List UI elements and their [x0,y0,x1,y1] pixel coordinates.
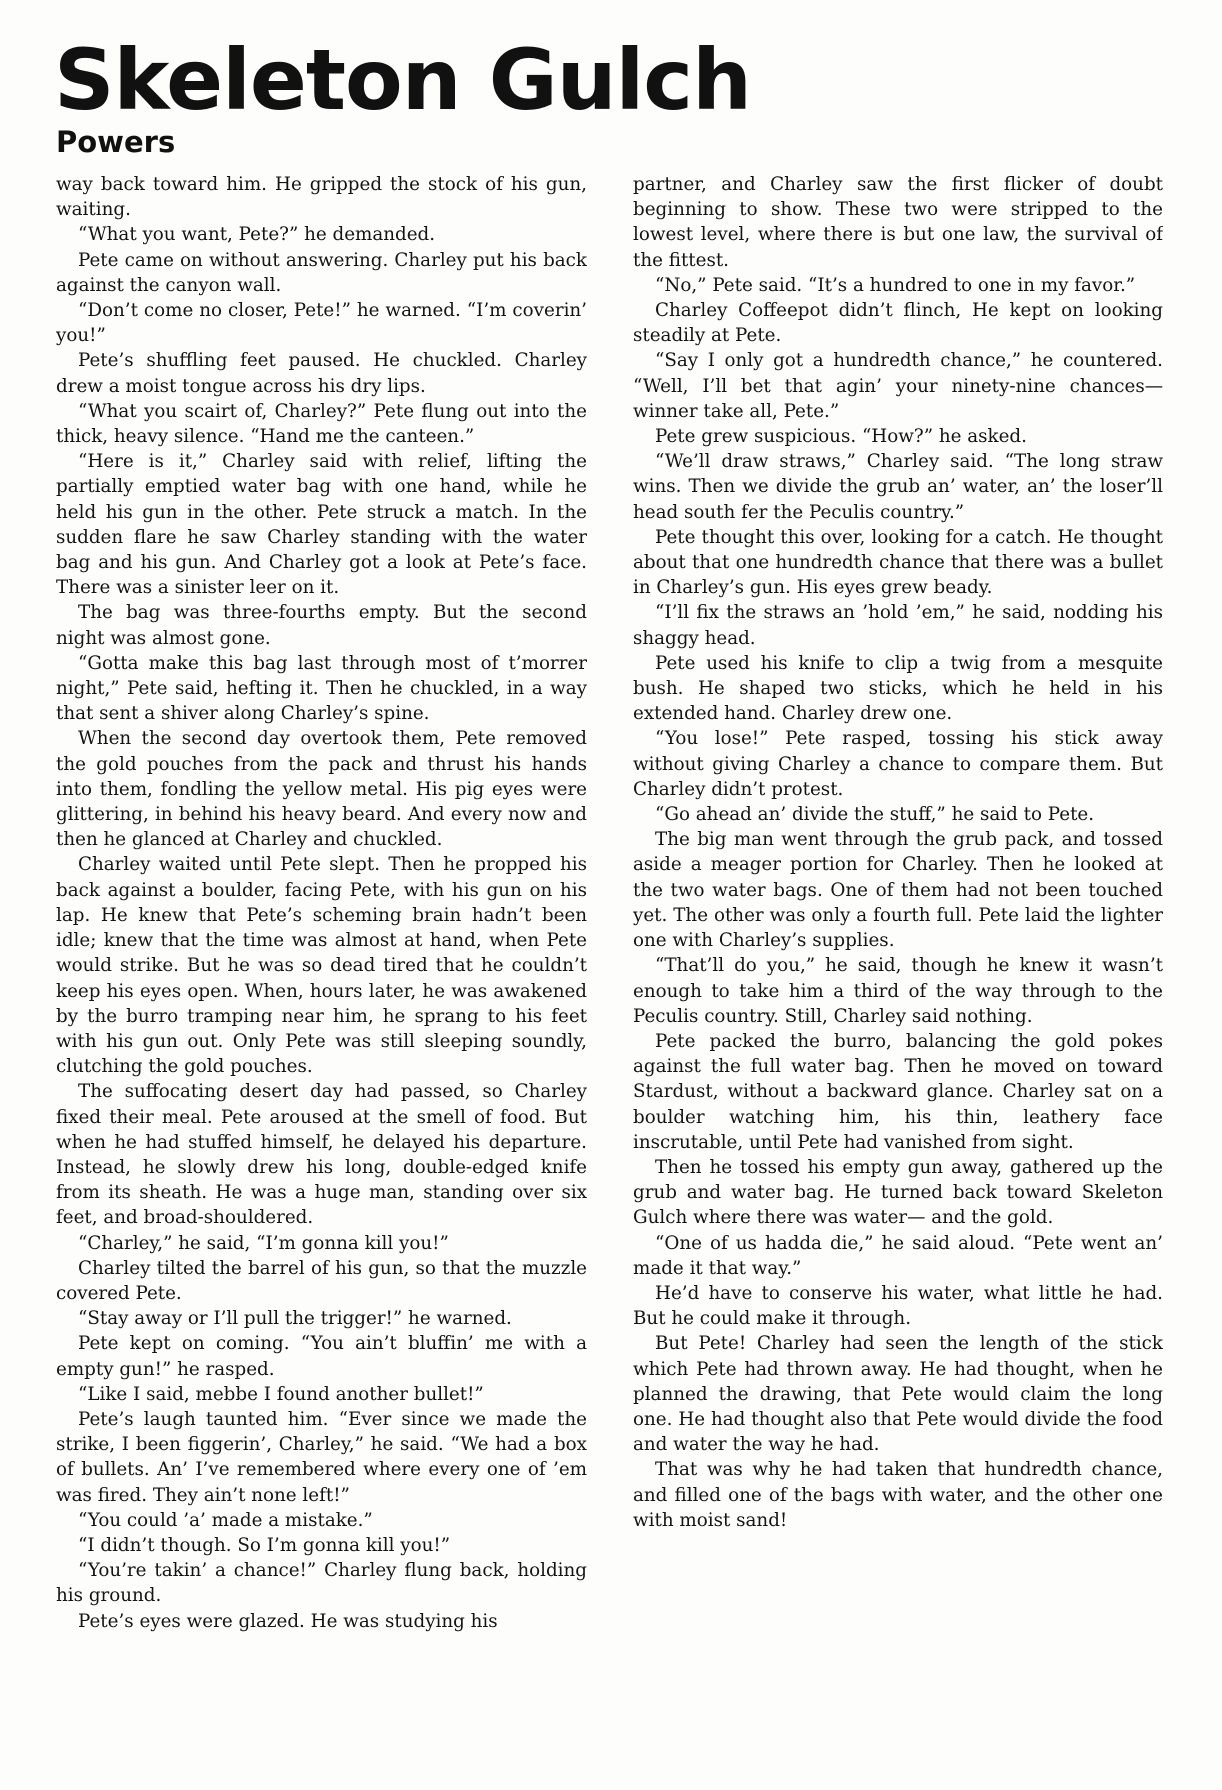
paragraph: The suffocating desert day had passed, so Charley fixed their meal. Pete aroused at the smell of food. But when he had stuffed himself, he delayed his departure. Instead, he slowly drew his long, double-edged knife from its sheath. He was a huge man, standing over six feet, and broad-shouldered. [56,1081,587,1229]
paragraph: “You lose!” Pete rasped, tossing his stick away without giving Charley a chance to compare them. But Charley didn’t protest. [633,728,1163,800]
paragraph: “One of us hadda die,” he said aloud. “Pete went an’ made it that way.” [633,1232,1163,1279]
paragraph: Charley waited until Pete slept. Then he propped his back against a boulder, facing Pete, with his gun on his lap. He knew that Pete’s scheming brain hadn’t been idle; knew that the time was almost at hand, when Pete would strike. But he was so dead tired that he couldn’t keep his eyes open. When, hours later, he was awakened by the burro tramping near him, he sprang to his feet with his gun out. Only Pete was still sleeping soundly, clutching the gold pouches. [56,854,587,1078]
paragraph: He’d have to conserve his water, what little he had. But he could make it through. [633,1282,1163,1330]
story-title: Skeleton Gulch [54,31,751,129]
paragraph: “Charley,” he said, “I’m gonna kill you!” [78,1232,449,1254]
paragraph: “Like I said, mebbe I found another bullet!” [78,1383,484,1405]
paragraph: Pete came on without answering. Charley put his back against the canyon wall. [56,249,587,296]
paragraph: “Say I only got a hundredth chance,” he countered. “Well, I’ll bet that agin’ your ninety-nine chances— winner take all, Pete.” [633,350,1163,422]
paragraph: “I’ll fix the straws an ’hold ’em,” he said, nodding his shaggy head. [633,602,1163,649]
paragraph: “What you want, Pete?” he demanded. [78,224,436,246]
left-text-column [56,172,587,1762]
paragraph: Pete kept on coming. “You ain’t bluffin’ me with a empty gun!” he rasped. [56,1333,587,1380]
paragraph: “Gotta make this bag last through most of t’morrer night,” Pete said, hefting it. Then he chuckled, in a way that sent a shiver along Charley’s spine. [56,652,587,725]
paragraph: “What you scairt of, Charley?” Pete flung out into the thick, heavy silence. “Hand me the canteen.” [56,400,587,448]
paragraph: But Pete! Charley had seen the length of the stick which Pete had thrown away. He had thought, when he planned the drawing, that Pete would claim the long one. He had thought also that Pete would divide the food and water the way he had. [633,1333,1163,1456]
paragraph: “Don’t come no closer, Pete!” he warned. “I’m coverin’ you!” [56,300,587,347]
paragraph: Charley Coffeepot didn’t flinch, He kept on looking steadily at Pete. [633,300,1163,347]
paragraph: Pete used his knife to clip a twig from a mesquite bush. He shaped two sticks, which he held in his extended hand. Charley drew one. [633,652,1163,725]
paragraph: “You could ’a’ made a mistake.” [78,1509,373,1531]
paragraph: The bag was three-fourths empty. But the second night was almost gone. [56,602,587,649]
paragraph: way back toward him. He gripped the stock of his gun, waiting. [56,174,587,221]
paragraph: “You’re takin’ a chance!” Charley flung back, holding his ground. [56,1560,587,1607]
paragraph: “No,” Pete said. “It’s a hundred to one in my favor.” [655,274,1136,296]
paragraph: That was why he had taken that hundredth chance, and filled one of the bags with water, and the other one with moist sand! [633,1459,1163,1531]
paragraph: Pete grew suspicious. “How?” he asked. [655,426,1027,448]
paragraph: “That’ll do you,” he said, though he knew it wasn’t enough to take him a third of the way through to the Peculis country. Still, Charley said nothing. [633,955,1163,1027]
paragraph: Pete’s shuffling feet paused. He chuckled. Charley drew a moist tongue across his dry lips. [56,350,587,397]
paragraph: “Go ahead an’ divide the stuff,” he said to Pete. [655,804,1095,826]
paragraph: “I didn’t though. So I’m gonna kill you!” [78,1534,451,1556]
paragraph: Charley tilted the barrel of his gun, so that the muzzle covered Pete. [56,1257,587,1304]
paragraph: Pete packed the burro, balancing the gold pokes against the full water bag. Then he moved on toward Stardust, without a backward glance. Charley sat on a boulder watching him, his thin, leathery face inscrutable, until Pete had vanished from sight. [633,1030,1163,1153]
paragraph: Then he tossed his empty gun away, gathered up the grub and water bag. He turned back toward Skeleton Gulch where there was water— and the gold. [633,1156,1163,1229]
paragraph: partner, and Charley saw the first flicker of doubt beginning to show. These two were stripped to the lowest level, where there is but one law, the survival of the fittest. [633,174,1163,271]
right-text-column [633,172,1163,1762]
paragraph: “Stay away or I’ll pull the trigger!” he warned. [78,1308,512,1330]
paragraph: Pete’s laugh taunted him. “Ever since we made the strike, I been figgerin’, Charley,” he said. “We had a box of bullets. An’ I’ve remembered where every one of ’em was fired. They ain’t none left!” [56,1408,587,1506]
paragraph: “We’ll draw straws,” Charley said. “The long straw wins. Then we divide the grub an’ water, an’ the loser’ll head south fer the Peculis country.” [633,451,1163,523]
story-byline: Powers [56,125,176,159]
paragraph: Pete’s eyes were glazed. He was studying his [78,1610,498,1632]
paragraph: When the second day overtook them, Pete removed the gold pouches from the pack and thrust his hands into them, fondling the yellow metal. His pig eyes were glittering, in behind his heavy beard. And every now and then he glanced at Charley and chuckled. [56,728,587,851]
paragraph: “Here is it,” Charley said with relief, lifting the partially emptied water bag with one hand, while he held his gun in the other. Pete struck a match. In the sudden flare he saw Charley standing with the water bag and his gun. And Charley got a look at Pete’s face. There was a sinister leer on it. [56,451,587,599]
paragraph: Pete thought this over, looking for a catch. He thought about that one hundredth chance that there was a bullet in Charley’s gun. His eyes grew beady. [633,526,1163,599]
paragraph: The big man went through the grub pack, and tossed aside a meager portion for Charley. Then he looked at the two water bags. One of them had not been touched yet. The other was only a fourth full. Pete laid the lighter one with Charley’s supplies. [633,829,1163,952]
